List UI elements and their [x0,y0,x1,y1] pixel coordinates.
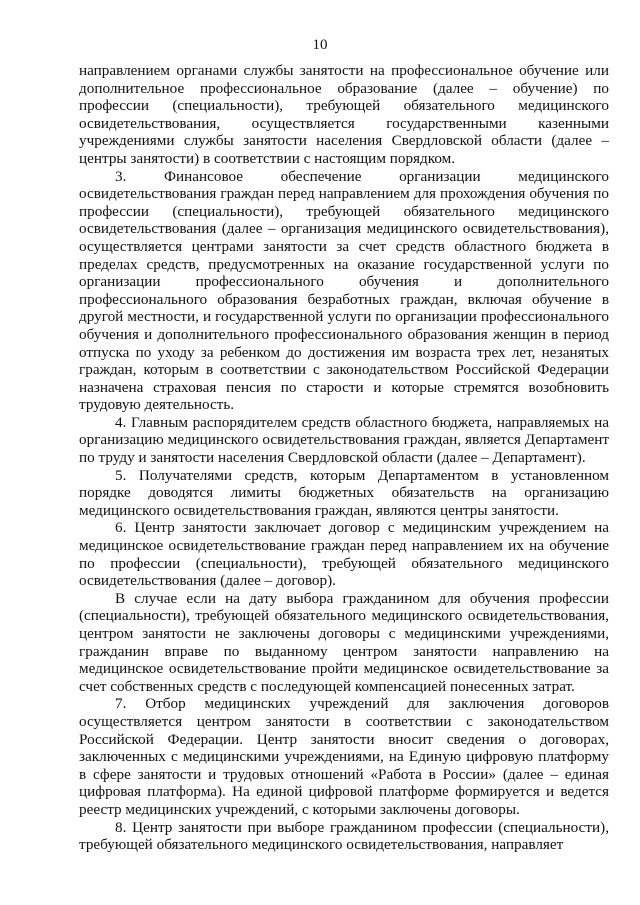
paragraph-item-7: 7. Отбор медицинских учреждений для заключения договоров осуществляется центром занятости в соответствии с законодательством Российской Федерации. Центр занятости вносит сведения о договорах, заключенных с медицинскими учреждениями, на Единую цифровую платформу в сфере занятости и трудовых отношений «Работа в России» (далее – единая цифровая платформа). На единой цифровой платформе формируется и ведется реестр медицинских учреждений, с которыми заключены договоры. [79,695,609,818]
document-body [79,62,609,854]
paragraph-item-6: 6. Центр занятости заключает договор с медицинским учреждением на медицинское освидетельствование граждан перед направлением их на обучение по профессии (специальности), требующей обязательного медицинского освидетельствования (далее – договор). [79,519,609,590]
paragraph-item-4: 4. Главным распорядителем средств областного бюджета, направляемых на организацию медицинского освидетельствования граждан, является Департамент по труду и занятости населения Свердловской области (далее – Департамент). [79,413,609,467]
page-number: 10 [312,37,328,53]
paragraph-continued: направлением органами службы занятости на профессиональное обучение или дополнительное профессиональное образование (далее – обучение) по профессии (специальности), требующей обязательного медицинского освидетельствования, осуществляется государственными казенными учреждениями службы занятости населения Свердловской области (далее – центры занятости) в соответствии с настоящим порядком. [79,62,609,167]
paragraph-item-8: 8. Центр занятости при выборе гражданином профессии (специальности), требующей обязательного медицинского освидетельствования, направляет [79,818,609,854]
paragraph-item-3: 3. Финансовое обеспечение организации медицинского освидетельствования граждан перед направлением для прохождения обучения по профессии (специальности), требующей обязательного медицинского освидетельствования (далее – организация медицинского освидетельствования), осуществляется центрами занятости за счет средств областного бюджета в пределах средств, предусмотренных на оказание государственной услуги по организации профессионального обучения и дополнительного профессионального образования безработных граждан, включая обучение в другой местности, и государственной услуги по организации профессионального обучения и дополнительного профессионального образования женщин в период отпуска по уходу за ребенком до достижения им возраста трех лет, незанятых граждан, которым в соответствии с законодательством Российской Федерации назначена страховая пенсия по старости и которые стремятся возобновить трудовую деятельность. [79,167,609,414]
paragraph-item-6-exception: В случае если на дату выбора гражданином для обучения профессии (специальности), требующей обязательного медицинского освидетельствования, центром занятости не заключены договоры с медицинскими учреждениями, гражданин вправе по выданному центром занятости направлению на медицинское освидетельствование пройти медицинское освидетельствование за счет собственных средств с последующей компенсацией понесенных затрат. [79,589,609,695]
paragraph-item-5: 5. Получателями средств, которым Департаментом в установленном порядке доводятся лимиты бюджетных обязательств на организацию медицинского освидетельствования граждан, являются центры занятости. [79,466,609,519]
